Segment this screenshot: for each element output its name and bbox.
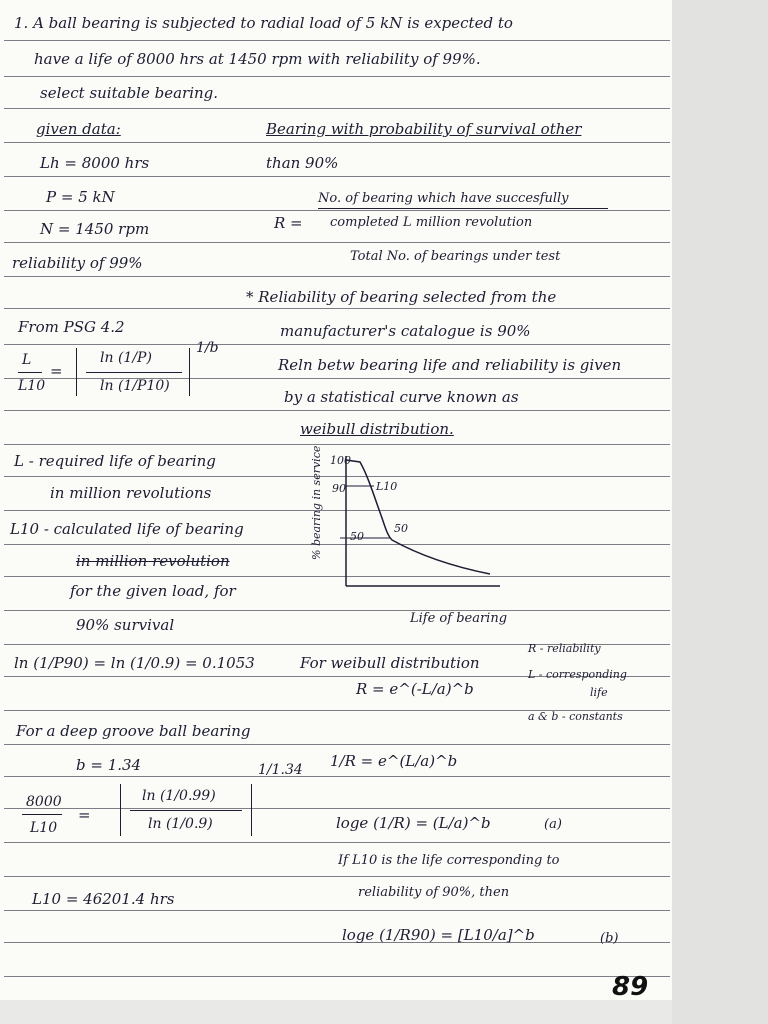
- calc-8000-bar: [22, 814, 62, 815]
- ruled-line: [4, 76, 670, 77]
- psg-inner-bar: [86, 372, 182, 373]
- def-l10-b: in million revolution: [76, 552, 230, 570]
- calc-8000: 8000: [26, 794, 62, 810]
- def-l10-d: 90% survival: [76, 616, 175, 634]
- psg-ln1: ln (1/P): [100, 350, 152, 366]
- eq-tag-a: (a): [544, 817, 562, 832]
- calc-exponent: 1/1.34: [258, 762, 303, 778]
- psg-l: L: [22, 352, 32, 368]
- page-edge: [672, 0, 768, 1024]
- ruled-line: [4, 444, 670, 445]
- def-l10-c: for the given load, for: [70, 582, 236, 600]
- graph-curve: [346, 460, 490, 574]
- ruled-line: [4, 108, 670, 109]
- psg-ln2: ln (1/P10): [100, 378, 170, 394]
- ruled-line: [4, 744, 670, 745]
- graph-ylabel: % bearing in service: [310, 445, 323, 560]
- def-l10: L10 - calculated life of bearing: [10, 520, 244, 538]
- reliability-line-1: * Reliability of bearing selected from the: [246, 288, 557, 306]
- weibull-if-1: If L10 is the life corresponding to: [338, 853, 560, 868]
- b-value: b = 1.34: [76, 756, 142, 774]
- calc-equals: =: [78, 806, 91, 824]
- weibull-inverse: 1/R = e^(L/a)^b: [330, 752, 458, 770]
- reliability-line-3: Reln betw bearing life and reliability is given: [278, 356, 622, 374]
- ruled-line: [4, 808, 670, 809]
- legend-l: L - corresponding: [528, 668, 627, 681]
- graph-y90: 90: [332, 482, 346, 495]
- psg-l10: L10: [18, 378, 46, 394]
- deep-groove-text: For a deep groove ball bearing: [16, 722, 251, 740]
- psg-l-bar: [18, 372, 42, 373]
- page-number: 89: [612, 972, 649, 1000]
- ruled-line: [4, 308, 670, 309]
- calc-ln099: ln (1/0.99): [142, 788, 216, 804]
- right-heading: Bearing with probability of survival other: [266, 120, 582, 138]
- weibull-r-eq: R = e^(-L/a)^b: [356, 680, 474, 698]
- psg-exponent: 1/b: [196, 340, 219, 356]
- calc-result: L10 = 46201.4 hrs: [32, 890, 175, 908]
- reliability-line-5: weibull distribution.: [300, 420, 454, 438]
- ruled-line: [4, 842, 670, 843]
- ruled-line: [4, 176, 670, 177]
- problem-line-1: 1. A ball bearing is subjected to radial load of 5 kN is expected to: [14, 14, 513, 32]
- given-reliability: reliability of 99%: [12, 254, 143, 272]
- weibull-if-2: reliability of 90%, then: [358, 885, 510, 900]
- ruled-line: [4, 876, 670, 877]
- graph-xlabel: Life of bearing: [410, 611, 508, 626]
- given-lh: Lh = 8000 hrs: [40, 154, 150, 172]
- graph-y50-right: 50: [394, 522, 408, 535]
- ruled-line: [4, 410, 670, 411]
- given-p: P = 5 kN: [46, 188, 115, 206]
- problem-line-2: have a life of 8000 hrs at 1450 rpm with reliability of 99%.: [34, 50, 481, 68]
- ruled-line: [4, 242, 670, 243]
- reliability-line-4: by a statistical curve known as: [284, 388, 519, 406]
- ruled-line: [4, 942, 670, 943]
- legend-ab: a & b - constants: [528, 710, 623, 723]
- ruled-line: [4, 976, 670, 977]
- legend-l2: life: [590, 686, 608, 699]
- calc-inner-bar: [130, 810, 242, 811]
- graph-l10: L10: [376, 480, 398, 493]
- ruled-line: [4, 910, 670, 911]
- weibull-loge: loge (1/R) = (L/a)^b: [336, 814, 491, 832]
- graph-y100: 100: [330, 454, 351, 467]
- ruled-line: [4, 776, 670, 777]
- ruled-line: [4, 142, 670, 143]
- psg-equals: =: [50, 362, 63, 380]
- eq-tag-b: (b): [600, 931, 619, 946]
- reliability-line-2: manufacturer's catalogue is 90%: [280, 322, 531, 340]
- ruled-line: [4, 344, 670, 345]
- ln90-calc: ln (1/P90) = ln (1/0.9) = 0.1053: [14, 654, 255, 672]
- legend-r: R - reliability: [528, 642, 601, 655]
- given-heading: given data:: [36, 120, 121, 138]
- r-middle: completed L million revolution: [330, 215, 533, 230]
- r-fraction-bar: [318, 208, 608, 209]
- weibull-loge-2: loge (1/R90) = [L10/a]^b: [342, 926, 535, 944]
- ruled-line: [4, 40, 670, 41]
- right-than: than 90%: [266, 154, 339, 172]
- ruled-line: [4, 276, 670, 277]
- ruled-line: [4, 610, 670, 611]
- r-numerator: No. of bearing which have succesfully: [318, 191, 569, 206]
- r-label: R =: [274, 214, 303, 232]
- r-denominator: Total No. of bearings under test: [350, 249, 561, 264]
- def-l: L - required life of bearing: [14, 452, 216, 470]
- calc-l10: L10: [30, 820, 58, 836]
- given-n: N = 1450 rpm: [40, 220, 150, 238]
- problem-line-3: select suitable bearing.: [40, 84, 219, 102]
- graph-y50-left: 50: [350, 530, 364, 543]
- weibull-heading: For weibull distribution: [300, 654, 480, 672]
- psg-reference: From PSG 4.2: [18, 318, 125, 336]
- ruled-line: [4, 210, 670, 211]
- def-l-b: in million revolutions: [50, 484, 212, 502]
- calc-ln09: ln (1/0.9): [148, 816, 213, 832]
